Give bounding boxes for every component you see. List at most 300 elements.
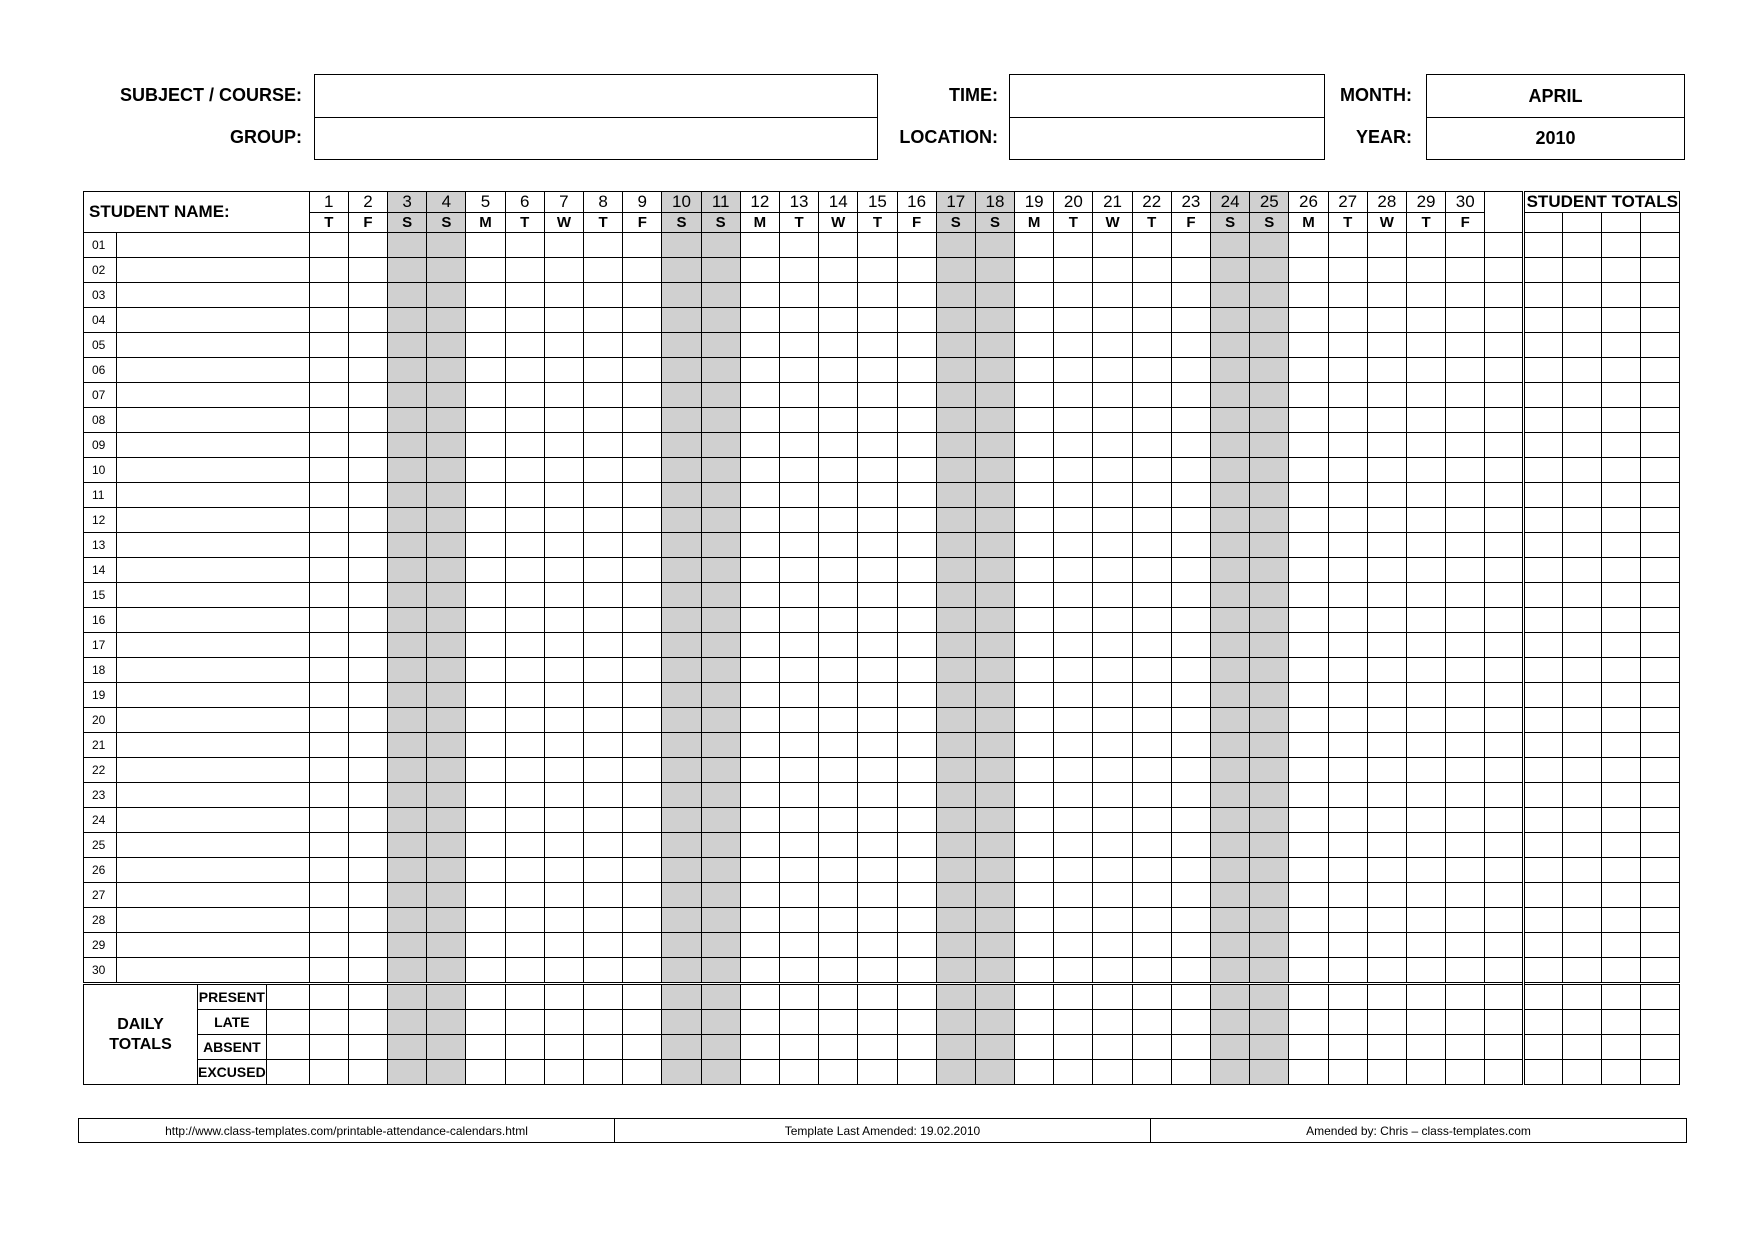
daily-total-cell[interactable]	[662, 1060, 701, 1085]
attendance-cell[interactable]	[388, 858, 427, 883]
month-field[interactable]: APRIL	[1426, 74, 1685, 117]
attendance-cell[interactable]	[662, 408, 701, 433]
daily-total-cell[interactable]	[858, 984, 897, 1010]
attendance-cell[interactable]	[544, 233, 583, 258]
attendance-cell[interactable]	[1406, 633, 1445, 658]
attendance-cell[interactable]	[1328, 733, 1367, 758]
attendance-cell[interactable]	[779, 333, 818, 358]
daily-total-cell[interactable]	[1446, 984, 1485, 1010]
attendance-cell[interactable]	[466, 583, 505, 608]
student-total-cell[interactable]	[1563, 408, 1602, 433]
attendance-cell[interactable]	[701, 658, 740, 683]
attendance-cell[interactable]	[466, 508, 505, 533]
attendance-cell[interactable]	[1406, 433, 1445, 458]
attendance-cell[interactable]	[466, 258, 505, 283]
attendance-cell[interactable]	[662, 283, 701, 308]
attendance-cell[interactable]	[1093, 533, 1132, 558]
attendance-cell[interactable]	[1132, 633, 1171, 658]
attendance-cell[interactable]	[662, 458, 701, 483]
daily-total-cell[interactable]	[1289, 984, 1328, 1010]
attendance-cell[interactable]	[584, 758, 623, 783]
attendance-cell[interactable]	[1328, 383, 1367, 408]
attendance-cell[interactable]	[544, 408, 583, 433]
student-name-cell[interactable]	[117, 508, 310, 533]
attendance-cell[interactable]	[584, 783, 623, 808]
daily-total-cell[interactable]	[348, 1035, 387, 1060]
attendance-cell[interactable]	[1250, 283, 1289, 308]
attendance-cell[interactable]	[858, 608, 897, 633]
attendance-cell[interactable]	[1406, 883, 1445, 908]
attendance-cell[interactable]	[1446, 858, 1485, 883]
attendance-cell[interactable]	[701, 508, 740, 533]
attendance-cell[interactable]	[779, 783, 818, 808]
attendance-cell[interactable]	[662, 608, 701, 633]
attendance-cell[interactable]	[1132, 258, 1171, 283]
attendance-cell[interactable]	[701, 408, 740, 433]
student-total-cell[interactable]	[1602, 333, 1641, 358]
daily-total-cell[interactable]	[466, 1010, 505, 1035]
attendance-cell[interactable]	[1289, 758, 1328, 783]
attendance-cell[interactable]	[936, 483, 975, 508]
attendance-cell[interactable]	[897, 933, 936, 958]
attendance-cell[interactable]	[1289, 883, 1328, 908]
attendance-cell[interactable]	[662, 308, 701, 333]
attendance-cell[interactable]	[1406, 833, 1445, 858]
attendance-cell[interactable]	[1367, 758, 1406, 783]
attendance-cell[interactable]	[1015, 608, 1054, 633]
attendance-cell[interactable]	[1406, 808, 1445, 833]
student-total-cell[interactable]	[1602, 783, 1641, 808]
attendance-cell[interactable]	[1367, 258, 1406, 283]
attendance-cell[interactable]	[1446, 383, 1485, 408]
attendance-cell[interactable]	[505, 383, 544, 408]
attendance-cell[interactable]	[740, 483, 779, 508]
attendance-cell[interactable]	[936, 758, 975, 783]
attendance-cell[interactable]	[779, 433, 818, 458]
daily-total-cell[interactable]	[975, 984, 1014, 1010]
attendance-cell[interactable]	[819, 358, 858, 383]
attendance-cell[interactable]	[779, 283, 818, 308]
student-total-cell[interactable]	[1641, 883, 1680, 908]
attendance-cell[interactable]	[1015, 883, 1054, 908]
attendance-cell[interactable]	[544, 583, 583, 608]
attendance-cell[interactable]	[1289, 933, 1328, 958]
attendance-cell[interactable]	[348, 908, 387, 933]
attendance-cell[interactable]	[309, 258, 348, 283]
daily-total-cell[interactable]	[1054, 1010, 1093, 1035]
attendance-cell[interactable]	[544, 283, 583, 308]
daily-total-cell[interactable]	[1250, 1035, 1289, 1060]
daily-total-cell[interactable]	[505, 984, 544, 1010]
attendance-cell[interactable]	[779, 533, 818, 558]
attendance-cell[interactable]	[466, 383, 505, 408]
daily-total-cell[interactable]	[897, 984, 936, 1010]
attendance-cell[interactable]	[1211, 783, 1250, 808]
attendance-cell[interactable]	[819, 958, 858, 984]
grand-total-cell[interactable]	[1563, 1010, 1602, 1035]
attendance-cell[interactable]	[1171, 533, 1210, 558]
student-total-cell[interactable]	[1602, 658, 1641, 683]
attendance-cell[interactable]	[1015, 483, 1054, 508]
attendance-cell[interactable]	[1211, 708, 1250, 733]
attendance-cell[interactable]	[1211, 633, 1250, 658]
attendance-cell[interactable]	[975, 858, 1014, 883]
daily-total-cell[interactable]	[1171, 984, 1210, 1010]
grand-total-cell[interactable]	[1563, 984, 1602, 1010]
attendance-cell[interactable]	[1132, 433, 1171, 458]
attendance-cell[interactable]	[1328, 583, 1367, 608]
attendance-cell[interactable]	[1250, 758, 1289, 783]
attendance-cell[interactable]	[779, 608, 818, 633]
attendance-cell[interactable]	[348, 858, 387, 883]
student-name-cell[interactable]	[117, 758, 310, 783]
attendance-cell[interactable]	[1171, 683, 1210, 708]
student-total-cell[interactable]	[1524, 608, 1563, 633]
attendance-cell[interactable]	[975, 283, 1014, 308]
attendance-cell[interactable]	[544, 808, 583, 833]
attendance-cell[interactable]	[466, 808, 505, 833]
attendance-cell[interactable]	[1132, 333, 1171, 358]
attendance-cell[interactable]	[740, 583, 779, 608]
attendance-cell[interactable]	[309, 583, 348, 608]
attendance-cell[interactable]	[1093, 958, 1132, 984]
attendance-cell[interactable]	[701, 733, 740, 758]
attendance-cell[interactable]	[1132, 483, 1171, 508]
attendance-cell[interactable]	[623, 608, 662, 633]
attendance-cell[interactable]	[740, 408, 779, 433]
attendance-cell[interactable]	[584, 558, 623, 583]
attendance-cell[interactable]	[1132, 933, 1171, 958]
attendance-cell[interactable]	[309, 858, 348, 883]
daily-total-cell[interactable]	[427, 1035, 466, 1060]
attendance-cell[interactable]	[701, 358, 740, 383]
student-total-cell[interactable]	[1524, 908, 1563, 933]
attendance-cell[interactable]	[544, 258, 583, 283]
attendance-cell[interactable]	[936, 283, 975, 308]
attendance-cell[interactable]	[819, 883, 858, 908]
attendance-cell[interactable]	[466, 833, 505, 858]
attendance-cell[interactable]	[623, 658, 662, 683]
student-total-cell[interactable]	[1563, 908, 1602, 933]
attendance-cell[interactable]	[388, 633, 427, 658]
attendance-cell[interactable]	[1446, 433, 1485, 458]
attendance-cell[interactable]	[1250, 433, 1289, 458]
student-name-cell[interactable]	[117, 408, 310, 433]
student-total-cell[interactable]	[1602, 608, 1641, 633]
attendance-cell[interactable]	[466, 958, 505, 984]
attendance-cell[interactable]	[701, 683, 740, 708]
attendance-cell[interactable]	[662, 383, 701, 408]
student-total-cell[interactable]	[1641, 683, 1680, 708]
daily-total-cell[interactable]	[466, 984, 505, 1010]
attendance-cell[interactable]	[779, 558, 818, 583]
attendance-cell[interactable]	[819, 408, 858, 433]
attendance-cell[interactable]	[858, 483, 897, 508]
attendance-cell[interactable]	[1093, 408, 1132, 433]
attendance-cell[interactable]	[740, 383, 779, 408]
attendance-cell[interactable]	[427, 258, 466, 283]
attendance-cell[interactable]	[819, 333, 858, 358]
student-total-cell[interactable]	[1524, 483, 1563, 508]
attendance-cell[interactable]	[740, 533, 779, 558]
attendance-cell[interactable]	[584, 408, 623, 433]
attendance-cell[interactable]	[309, 708, 348, 733]
student-total-cell[interactable]	[1563, 233, 1602, 258]
daily-total-cell[interactable]	[623, 1010, 662, 1035]
daily-total-cell[interactable]	[1406, 984, 1445, 1010]
attendance-cell[interactable]	[819, 633, 858, 658]
attendance-cell[interactable]	[779, 483, 818, 508]
attendance-cell[interactable]	[975, 458, 1014, 483]
attendance-cell[interactable]	[740, 933, 779, 958]
attendance-cell[interactable]	[348, 358, 387, 383]
attendance-cell[interactable]	[1328, 483, 1367, 508]
attendance-cell[interactable]	[897, 433, 936, 458]
attendance-cell[interactable]	[388, 958, 427, 984]
attendance-cell[interactable]	[623, 508, 662, 533]
attendance-cell[interactable]	[544, 683, 583, 708]
attendance-cell[interactable]	[623, 933, 662, 958]
student-total-cell[interactable]	[1524, 633, 1563, 658]
attendance-cell[interactable]	[936, 808, 975, 833]
attendance-cell[interactable]	[1171, 833, 1210, 858]
attendance-cell[interactable]	[897, 608, 936, 633]
student-total-cell[interactable]	[1602, 258, 1641, 283]
attendance-cell[interactable]	[1446, 758, 1485, 783]
student-total-cell[interactable]	[1563, 583, 1602, 608]
attendance-cell[interactable]	[505, 533, 544, 558]
attendance-cell[interactable]	[348, 308, 387, 333]
attendance-cell[interactable]	[858, 258, 897, 283]
student-total-cell[interactable]	[1602, 558, 1641, 583]
attendance-cell[interactable]	[544, 608, 583, 633]
attendance-cell[interactable]	[388, 383, 427, 408]
attendance-cell[interactable]	[858, 383, 897, 408]
attendance-cell[interactable]	[975, 233, 1014, 258]
attendance-cell[interactable]	[1289, 483, 1328, 508]
daily-total-cell[interactable]	[897, 1035, 936, 1060]
attendance-cell[interactable]	[584, 808, 623, 833]
attendance-cell[interactable]	[1250, 633, 1289, 658]
grand-total-cell[interactable]	[1641, 1060, 1680, 1085]
attendance-cell[interactable]	[1250, 458, 1289, 483]
attendance-cell[interactable]	[427, 233, 466, 258]
daily-total-cell[interactable]	[1093, 984, 1132, 1010]
attendance-cell[interactable]	[1289, 658, 1328, 683]
attendance-cell[interactable]	[936, 958, 975, 984]
attendance-cell[interactable]	[1054, 533, 1093, 558]
student-total-cell[interactable]	[1563, 633, 1602, 658]
location-field[interactable]	[1009, 117, 1325, 160]
attendance-cell[interactable]	[1171, 258, 1210, 283]
attendance-cell[interactable]	[662, 358, 701, 383]
attendance-cell[interactable]	[309, 658, 348, 683]
attendance-cell[interactable]	[936, 558, 975, 583]
attendance-cell[interactable]	[388, 683, 427, 708]
attendance-cell[interactable]	[427, 408, 466, 433]
attendance-cell[interactable]	[1406, 508, 1445, 533]
attendance-cell[interactable]	[427, 458, 466, 483]
attendance-cell[interactable]	[1171, 433, 1210, 458]
attendance-cell[interactable]	[662, 908, 701, 933]
attendance-cell[interactable]	[505, 633, 544, 658]
daily-total-cell[interactable]	[348, 984, 387, 1010]
attendance-cell[interactable]	[740, 858, 779, 883]
attendance-cell[interactable]	[505, 483, 544, 508]
daily-total-cell[interactable]	[1211, 984, 1250, 1010]
attendance-cell[interactable]	[544, 708, 583, 733]
attendance-cell[interactable]	[1132, 233, 1171, 258]
attendance-cell[interactable]	[1132, 858, 1171, 883]
attendance-cell[interactable]	[1054, 283, 1093, 308]
attendance-cell[interactable]	[388, 658, 427, 683]
attendance-cell[interactable]	[309, 358, 348, 383]
attendance-cell[interactable]	[819, 508, 858, 533]
student-total-cell[interactable]	[1641, 458, 1680, 483]
attendance-cell[interactable]	[388, 783, 427, 808]
attendance-cell[interactable]	[1367, 658, 1406, 683]
attendance-cell[interactable]	[505, 358, 544, 383]
attendance-cell[interactable]	[936, 383, 975, 408]
attendance-cell[interactable]	[858, 833, 897, 858]
attendance-cell[interactable]	[427, 333, 466, 358]
attendance-cell[interactable]	[1093, 683, 1132, 708]
attendance-cell[interactable]	[1328, 633, 1367, 658]
attendance-cell[interactable]	[701, 808, 740, 833]
attendance-cell[interactable]	[1446, 808, 1485, 833]
attendance-cell[interactable]	[1015, 933, 1054, 958]
attendance-cell[interactable]	[505, 758, 544, 783]
attendance-cell[interactable]	[897, 258, 936, 283]
attendance-cell[interactable]	[1250, 808, 1289, 833]
attendance-cell[interactable]	[544, 858, 583, 883]
attendance-cell[interactable]	[858, 458, 897, 483]
attendance-cell[interactable]	[1328, 283, 1367, 308]
attendance-cell[interactable]	[897, 808, 936, 833]
attendance-cell[interactable]	[1289, 733, 1328, 758]
attendance-cell[interactable]	[897, 533, 936, 558]
daily-total-cell[interactable]	[584, 984, 623, 1010]
attendance-cell[interactable]	[897, 233, 936, 258]
attendance-cell[interactable]	[779, 358, 818, 383]
attendance-cell[interactable]	[779, 233, 818, 258]
attendance-cell[interactable]	[466, 658, 505, 683]
daily-total-cell[interactable]	[1054, 1035, 1093, 1060]
attendance-cell[interactable]	[427, 658, 466, 683]
student-total-cell[interactable]	[1641, 383, 1680, 408]
attendance-cell[interactable]	[1289, 958, 1328, 984]
daily-total-cell[interactable]	[1328, 1060, 1367, 1085]
attendance-cell[interactable]	[1093, 433, 1132, 458]
attendance-cell[interactable]	[1093, 508, 1132, 533]
attendance-cell[interactable]	[1328, 708, 1367, 733]
attendance-cell[interactable]	[897, 733, 936, 758]
attendance-cell[interactable]	[1289, 458, 1328, 483]
daily-total-cell[interactable]	[1289, 1035, 1328, 1060]
attendance-cell[interactable]	[1367, 633, 1406, 658]
attendance-cell[interactable]	[348, 958, 387, 984]
daily-total-cell[interactable]	[584, 1035, 623, 1060]
attendance-cell[interactable]	[1328, 508, 1367, 533]
daily-total-cell[interactable]	[1367, 984, 1406, 1010]
attendance-cell[interactable]	[1211, 508, 1250, 533]
attendance-cell[interactable]	[858, 708, 897, 733]
attendance-cell[interactable]	[740, 633, 779, 658]
attendance-cell[interactable]	[819, 683, 858, 708]
attendance-cell[interactable]	[544, 758, 583, 783]
attendance-cell[interactable]	[623, 958, 662, 984]
student-total-cell[interactable]	[1641, 558, 1680, 583]
daily-total-cell[interactable]	[779, 1010, 818, 1035]
attendance-cell[interactable]	[1093, 258, 1132, 283]
student-total-cell[interactable]	[1602, 233, 1641, 258]
student-total-cell[interactable]	[1602, 958, 1641, 984]
student-total-cell[interactable]	[1602, 833, 1641, 858]
attendance-cell[interactable]	[1211, 358, 1250, 383]
student-name-cell[interactable]	[117, 958, 310, 984]
attendance-cell[interactable]	[1015, 433, 1054, 458]
student-total-cell[interactable]	[1524, 408, 1563, 433]
attendance-cell[interactable]	[1054, 658, 1093, 683]
attendance-cell[interactable]	[819, 483, 858, 508]
attendance-cell[interactable]	[623, 533, 662, 558]
attendance-cell[interactable]	[1171, 333, 1210, 358]
attendance-cell[interactable]	[740, 308, 779, 333]
attendance-cell[interactable]	[897, 633, 936, 658]
attendance-cell[interactable]	[975, 508, 1014, 533]
attendance-cell[interactable]	[701, 833, 740, 858]
attendance-cell[interactable]	[1250, 533, 1289, 558]
attendance-cell[interactable]	[858, 408, 897, 433]
attendance-cell[interactable]	[1093, 283, 1132, 308]
attendance-cell[interactable]	[584, 258, 623, 283]
attendance-cell[interactable]	[1250, 308, 1289, 333]
grand-total-cell[interactable]	[1524, 1060, 1563, 1085]
attendance-cell[interactable]	[1367, 508, 1406, 533]
attendance-cell[interactable]	[897, 783, 936, 808]
student-total-cell[interactable]	[1602, 533, 1641, 558]
attendance-cell[interactable]	[1289, 708, 1328, 733]
student-total-cell[interactable]	[1641, 858, 1680, 883]
attendance-cell[interactable]	[1093, 633, 1132, 658]
attendance-cell[interactable]	[623, 808, 662, 833]
attendance-cell[interactable]	[309, 958, 348, 984]
attendance-cell[interactable]	[1211, 483, 1250, 508]
attendance-cell[interactable]	[740, 433, 779, 458]
attendance-cell[interactable]	[466, 758, 505, 783]
attendance-cell[interactable]	[1093, 483, 1132, 508]
attendance-cell[interactable]	[427, 608, 466, 633]
daily-total-cell[interactable]	[701, 1060, 740, 1085]
attendance-cell[interactable]	[427, 533, 466, 558]
student-total-cell[interactable]	[1602, 858, 1641, 883]
student-total-cell[interactable]	[1524, 533, 1563, 558]
attendance-cell[interactable]	[1015, 808, 1054, 833]
attendance-cell[interactable]	[936, 608, 975, 633]
attendance-cell[interactable]	[1015, 633, 1054, 658]
student-name-cell[interactable]	[117, 533, 310, 558]
attendance-cell[interactable]	[348, 733, 387, 758]
attendance-cell[interactable]	[1328, 308, 1367, 333]
attendance-cell[interactable]	[623, 908, 662, 933]
attendance-cell[interactable]	[544, 733, 583, 758]
attendance-cell[interactable]	[1406, 283, 1445, 308]
attendance-cell[interactable]	[662, 758, 701, 783]
student-total-cell[interactable]	[1641, 633, 1680, 658]
attendance-cell[interactable]	[819, 533, 858, 558]
attendance-cell[interactable]	[897, 883, 936, 908]
attendance-cell[interactable]	[1250, 383, 1289, 408]
